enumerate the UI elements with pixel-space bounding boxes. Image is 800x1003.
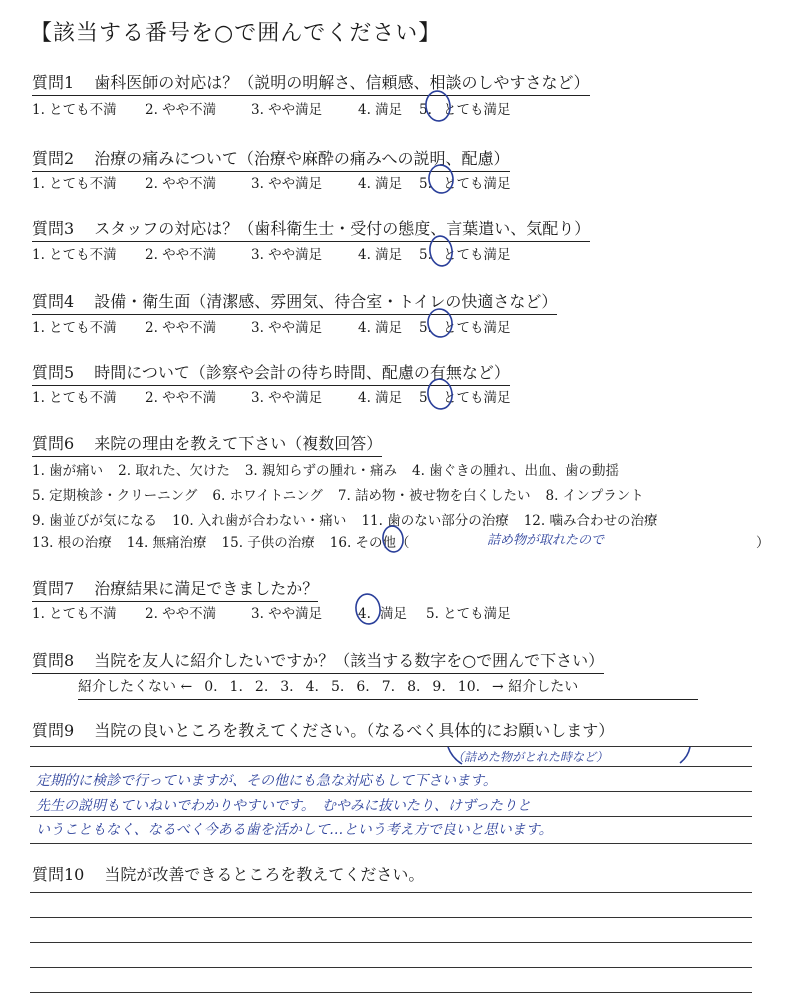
scale-value[interactable]: 0. <box>204 679 218 695</box>
option-2[interactable]: 2. やや不満 <box>145 176 217 192</box>
question-6-heading <box>32 431 382 457</box>
scale-value[interactable]: 3. <box>280 679 294 695</box>
handwritten-answer-line-3: いうこともなく、なるべく今ある歯を活かして…という考え方で良いと思います。 <box>36 822 553 838</box>
option[interactable]: 9. 歯並びが気になる <box>32 513 158 529</box>
handwritten-answer-line-1: 定期的に検診で行っていますが、その他にも急な対応もして下さいます。 <box>36 773 497 789</box>
option-2[interactable]: 2. やや不満 <box>145 606 217 622</box>
question-1-heading <box>32 70 590 96</box>
scale-value[interactable]: 7. <box>381 679 396 695</box>
answer-line[interactable] <box>30 992 752 993</box>
answer-line <box>30 791 752 792</box>
option[interactable]: 12. 噛み合わせの治療 <box>523 513 658 529</box>
question-6-row-4 <box>32 531 425 551</box>
option-1[interactable]: 1. とても不満 <box>32 247 117 263</box>
scale-value[interactable]: 4. <box>305 679 319 695</box>
question-4-heading <box>32 289 557 315</box>
handwritten-note: （詰めた物がとれた時など） <box>452 750 609 764</box>
option[interactable]: 14. 無痛治療 <box>126 535 207 551</box>
question-1-options <box>32 98 511 118</box>
scale-value[interactable]: 8. <box>407 679 421 695</box>
option[interactable]: 15. 子供の治療 <box>221 535 315 551</box>
question-text: 治療結果に満足できましたか？ <box>94 579 319 598</box>
question-9-heading <box>32 718 614 743</box>
option[interactable]: 4. 歯ぐきの腫れ、出血、歯の動揺 <box>412 463 619 479</box>
option-2[interactable]: 2. やや不満 <box>145 247 217 263</box>
option-1[interactable]: 1. とても不満 <box>32 390 117 406</box>
option-4[interactable]: 4. 満足 <box>358 176 403 192</box>
option-2[interactable]: 2. やや不満 <box>145 320 217 336</box>
scale-value[interactable]: 10. <box>457 679 481 695</box>
question-8-scale <box>78 676 698 700</box>
question-10-heading <box>32 862 424 887</box>
question-8-heading <box>32 648 604 674</box>
question-text: 歯科医師の対応は？（説明の明解さ、信頼感、相談のしやすさなど） <box>94 73 590 92</box>
option-1[interactable]: 1. とても不満 <box>32 606 117 622</box>
question-number: 質問7 <box>32 579 75 598</box>
option[interactable]: 10. 入れ歯が合わない・痛い <box>172 513 347 529</box>
scale-right-label: → 紹介したい <box>492 679 579 695</box>
option-5[interactable]: 5. <box>419 102 432 118</box>
option[interactable]: 6. ホワイトニング <box>212 488 323 504</box>
option-4-label: 満足 <box>380 606 407 622</box>
question-3-options <box>32 243 511 263</box>
scale-value[interactable]: 5. <box>330 679 345 695</box>
option-5-label: とても満足 <box>443 247 511 263</box>
question-text: スタッフの対応は？（歯科衛生士・受付の態度、言葉遣い、気配り） <box>94 219 591 238</box>
option-3[interactable]: 3. やや満足 <box>251 390 323 406</box>
option[interactable]: 13. 根の治療 <box>32 535 112 551</box>
option-1[interactable]: 1. とても不満 <box>32 320 117 336</box>
question-7-heading <box>32 576 318 602</box>
answer-line <box>30 766 752 767</box>
option-4[interactable]: 4. 満足 <box>358 102 403 118</box>
option[interactable]: 11. 歯のない部分の治療 <box>361 513 509 529</box>
option-4[interactable]: 4. 満足 <box>358 390 403 406</box>
option-4[interactable]: 4. <box>358 606 371 622</box>
scale-value[interactable]: 6. <box>356 679 370 695</box>
question-3-heading <box>32 216 590 242</box>
question-6-row-1 <box>32 459 634 479</box>
question-number: 質問9 <box>32 721 75 740</box>
option-5-label: とても満足 <box>443 176 511 192</box>
question-7-options <box>32 602 511 622</box>
option-1[interactable]: 1. とても不満 <box>32 102 117 118</box>
other-handwritten-answer: 詰め物が取れたので <box>487 533 605 548</box>
question-text: 来院の理由を教えて下さい（複数回答） <box>94 434 383 453</box>
option-5-label: とても満足 <box>443 102 511 118</box>
option-4[interactable]: 4. 満足 <box>358 320 403 336</box>
option-other[interactable]: 16. その他（ <box>329 535 410 551</box>
question-number: 質問4 <box>32 292 75 311</box>
option-5[interactable]: 5. <box>419 176 432 192</box>
question-2-options <box>32 172 511 192</box>
option-5[interactable]: 5. <box>419 247 432 263</box>
option-5[interactable]: 5. <box>419 390 432 406</box>
other-close-paren: ） <box>756 535 770 551</box>
question-text: 当院の良いところを教えてください。（なるべく具体的にお願いします） <box>94 721 615 740</box>
option[interactable]: 7. 詰め物・被せ物を白くしたい <box>337 488 531 504</box>
answer-line <box>30 843 752 844</box>
question-text: 時間について（診察や会計の待ち時間、配慮の有無など） <box>94 363 510 382</box>
option[interactable]: 5. 定期検診・クリーニング <box>32 488 198 504</box>
question-number: 質問1 <box>32 73 75 92</box>
option[interactable]: 1. 歯が痛い <box>32 463 104 479</box>
question-5-heading <box>32 360 510 386</box>
option-3[interactable]: 3. やや満足 <box>251 247 323 263</box>
option-5[interactable]: 5. <box>419 320 432 336</box>
answer-line <box>30 816 752 817</box>
page-title: 【該当する番号を○で囲んでください】 <box>30 21 442 46</box>
question-6-row-2 <box>32 484 659 504</box>
scale-value[interactable]: 2. <box>254 679 269 695</box>
scale-value[interactable]: 9. <box>432 679 446 695</box>
option-2[interactable]: 2. やや不満 <box>145 390 217 406</box>
question-number: 質問6 <box>32 434 75 453</box>
question-6-row-3 <box>32 509 672 529</box>
option-5-label: とても満足 <box>443 390 511 406</box>
question-4-options <box>32 316 511 336</box>
option-5[interactable]: 5. とても満足 <box>426 606 511 622</box>
option-3[interactable]: 3. やや満足 <box>251 320 323 336</box>
option-3[interactable]: 3. やや満足 <box>251 606 323 622</box>
scale-left-label: 紹介したくない ← <box>78 679 193 695</box>
option-4[interactable]: 4. 満足 <box>358 247 403 263</box>
answer-line <box>30 746 752 747</box>
question-number: 質問10 <box>32 865 85 884</box>
question-5-options <box>32 386 511 406</box>
question-number: 質問5 <box>32 363 75 382</box>
question-text: 設備・衛生面（清潔感、雰囲気、待合室・トイレの快適さなど） <box>94 292 558 311</box>
question-text: 治療の痛みについて（治療や麻酔の痛みへの説明、配慮） <box>94 149 510 168</box>
answer-line[interactable] <box>30 917 752 918</box>
handwritten-answer-line-2: 先生の説明もていねいでわかりやすいです。 むやみに抜いたり、けずったりと <box>36 798 532 814</box>
option-2[interactable]: 2. やや不満 <box>145 102 217 118</box>
option[interactable]: 2. 取れた、欠けた <box>118 463 230 479</box>
question-number: 質問8 <box>32 651 75 670</box>
option[interactable]: 8. インプラント <box>545 488 644 504</box>
option-1[interactable]: 1. とても不満 <box>32 176 117 192</box>
answer-line[interactable] <box>30 967 752 968</box>
question-2-heading <box>32 146 510 172</box>
question-number: 質問3 <box>32 219 75 238</box>
question-number: 質問2 <box>32 149 75 168</box>
answer-line[interactable] <box>30 942 752 943</box>
scale-value[interactable]: 1. <box>229 679 243 695</box>
option[interactable]: 3. 親知らずの腫れ・痛み <box>244 463 398 479</box>
question-text: 当院を友人に紹介したいですか？（該当する数字を○で囲んで下さい） <box>94 651 605 670</box>
option-5-label: とても満足 <box>443 320 511 336</box>
answer-line[interactable] <box>30 892 752 893</box>
option-3[interactable]: 3. やや満足 <box>251 176 323 192</box>
question-text: 当院が改善できるところを教えてください。 <box>104 865 425 884</box>
option-3[interactable]: 3. やや満足 <box>251 102 323 118</box>
